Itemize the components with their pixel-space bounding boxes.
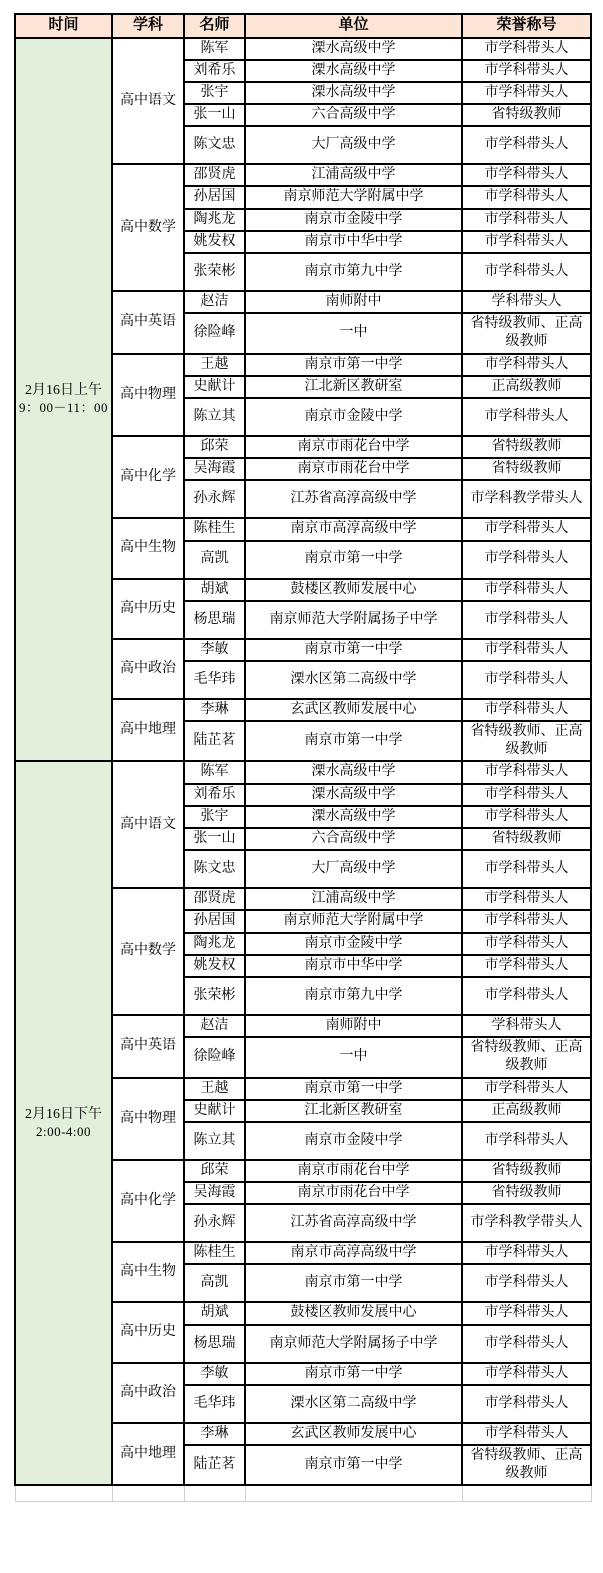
unit-cell: 南京市第一中学 bbox=[245, 639, 462, 661]
honor-cell: 市学科带头人 bbox=[462, 209, 591, 231]
teacher-name-cell: 陈军 bbox=[184, 38, 245, 60]
teacher-name-cell: 张宇 bbox=[184, 806, 245, 828]
teacher-name-cell: 赵洁 bbox=[184, 1015, 245, 1037]
teacher-name-cell: 张宇 bbox=[184, 82, 245, 104]
unit-cell: 南京市中华中学 bbox=[245, 955, 462, 977]
honor-cell: 省特级教师、正高级教师 bbox=[462, 313, 591, 353]
teacher-name-cell: 李琳 bbox=[184, 1423, 245, 1445]
honor-cell: 市学科带头人 bbox=[462, 955, 591, 977]
teacher-name-cell: 徐险峰 bbox=[184, 313, 245, 353]
unit-cell: 鼓楼区教师发展中心 bbox=[245, 1302, 462, 1324]
subject-cell: 高中英语 bbox=[112, 1015, 184, 1078]
unit-cell: 南京市金陵中学 bbox=[245, 1122, 462, 1160]
honor-cell: 正高级教师 bbox=[462, 1100, 591, 1122]
table-row bbox=[15, 761, 591, 783]
teacher-name-cell: 胡斌 bbox=[184, 1302, 245, 1324]
header-time: 时间 bbox=[15, 14, 112, 38]
honor-cell: 市学科带头人 bbox=[462, 784, 591, 806]
honor-cell: 学科带头人 bbox=[462, 1015, 591, 1037]
teacher-name-cell: 张荣彬 bbox=[184, 977, 245, 1015]
teacher-name-cell: 张一山 bbox=[184, 828, 245, 850]
unit-cell: 南京市雨花台中学 bbox=[245, 1160, 462, 1182]
honor-cell: 市学科带头人 bbox=[462, 761, 591, 783]
teacher-name-cell: 吴海霞 bbox=[184, 458, 245, 480]
honor-cell: 正高级教师 bbox=[462, 376, 591, 398]
honor-cell: 市学科带头人 bbox=[462, 1423, 591, 1445]
time-date-text: 2月16日上午 bbox=[25, 382, 102, 398]
unit-cell: 溧水区第二高级中学 bbox=[245, 661, 462, 699]
honor-cell: 市学科带头人 bbox=[462, 933, 591, 955]
subject-cell: 高中化学 bbox=[112, 436, 184, 518]
subject-cell: 高中英语 bbox=[112, 291, 184, 354]
subject-cell: 高中历史 bbox=[112, 579, 184, 639]
teacher-name-cell: 刘希乐 bbox=[184, 60, 245, 82]
teacher-name-cell: 陆芷茗 bbox=[184, 1445, 245, 1485]
unit-cell: 南京市第一中学 bbox=[245, 1445, 462, 1485]
header-row bbox=[15, 14, 591, 38]
teacher-name-cell: 邵贤虎 bbox=[184, 164, 245, 186]
teacher-name-cell: 孙居国 bbox=[184, 186, 245, 208]
unit-cell: 溧水高级中学 bbox=[245, 82, 462, 104]
teacher-name-cell: 姚发权 bbox=[184, 955, 245, 977]
teacher-name-cell: 张一山 bbox=[184, 104, 245, 126]
unit-cell: 南京市高淳高级中学 bbox=[245, 518, 462, 540]
honor-cell: 市学科带头人 bbox=[462, 1242, 591, 1264]
honor-cell: 市学科带头人 bbox=[462, 977, 591, 1015]
unit-cell: 南京市第九中学 bbox=[245, 977, 462, 1015]
unit-cell: 一中 bbox=[245, 1037, 462, 1077]
unit-cell: 溧水高级中学 bbox=[245, 60, 462, 82]
subject-cell: 高中政治 bbox=[112, 639, 184, 699]
subject-cell: 高中物理 bbox=[112, 354, 184, 436]
honor-cell: 省特级教师 bbox=[462, 104, 591, 126]
honor-cell: 市学科教学带头人 bbox=[462, 480, 591, 518]
honor-cell: 市学科带头人 bbox=[462, 38, 591, 60]
honor-cell: 省特级教师 bbox=[462, 1182, 591, 1204]
unit-cell: 玄武区教师发展中心 bbox=[245, 1423, 462, 1445]
teacher-name-cell: 陶兆龙 bbox=[184, 933, 245, 955]
unit-cell: 南京市第一中学 bbox=[245, 1264, 462, 1302]
unit-cell: 一中 bbox=[245, 313, 462, 353]
teacher-name-cell: 李敏 bbox=[184, 639, 245, 661]
empty-cell bbox=[245, 1485, 462, 1501]
honor-cell: 市学科带头人 bbox=[462, 699, 591, 721]
teacher-name-cell: 王越 bbox=[184, 1078, 245, 1100]
empty-cell bbox=[112, 1485, 184, 1501]
table-row bbox=[15, 38, 591, 60]
unit-cell: 南京市第一中学 bbox=[245, 1078, 462, 1100]
honor-cell: 市学科带头人 bbox=[462, 579, 591, 601]
unit-cell: 南京市金陵中学 bbox=[245, 933, 462, 955]
honor-cell: 市学科带头人 bbox=[462, 639, 591, 661]
subject-cell: 高中历史 bbox=[112, 1302, 184, 1362]
unit-cell: 溧水高级中学 bbox=[245, 784, 462, 806]
honor-cell: 市学科带头人 bbox=[462, 1325, 591, 1363]
unit-cell: 南京市雨花台中学 bbox=[245, 458, 462, 480]
subject-cell: 高中语文 bbox=[112, 38, 184, 165]
teacher-name-cell: 徐险峰 bbox=[184, 1037, 245, 1077]
honor-cell: 市学科带头人 bbox=[462, 661, 591, 699]
teacher-name-cell: 张荣彬 bbox=[184, 253, 245, 291]
subject-cell: 高中数学 bbox=[112, 888, 184, 1015]
unit-cell: 南京市第一中学 bbox=[245, 354, 462, 376]
honor-cell: 市学科带头人 bbox=[462, 60, 591, 82]
honor-cell: 市学科教学带头人 bbox=[462, 1204, 591, 1242]
teacher-name-cell: 姚发权 bbox=[184, 231, 245, 253]
header-teacher: 名师 bbox=[184, 14, 245, 38]
unit-cell: 南京市雨花台中学 bbox=[245, 436, 462, 458]
unit-cell: 南京市第一中学 bbox=[245, 541, 462, 579]
unit-cell: 江北新区教研室 bbox=[245, 376, 462, 398]
unit-cell: 鼓楼区教师发展中心 bbox=[245, 579, 462, 601]
unit-cell: 六合高级中学 bbox=[245, 828, 462, 850]
honor-cell: 市学科带头人 bbox=[462, 518, 591, 540]
unit-cell: 江苏省高淳高级中学 bbox=[245, 1204, 462, 1242]
honor-cell: 市学科带头人 bbox=[462, 1363, 591, 1385]
teacher-name-cell: 胡斌 bbox=[184, 579, 245, 601]
honor-cell: 省特级教师、正高级教师 bbox=[462, 721, 591, 761]
teacher-name-cell: 李敏 bbox=[184, 1363, 245, 1385]
subject-cell: 高中政治 bbox=[112, 1363, 184, 1423]
honor-cell: 省特级教师、正高级教师 bbox=[462, 1037, 591, 1077]
teacher-name-cell: 毛华玮 bbox=[184, 661, 245, 699]
subject-cell: 高中生物 bbox=[112, 1242, 184, 1302]
honor-cell: 省特级教师 bbox=[462, 436, 591, 458]
teacher-name-cell: 邵贤虎 bbox=[184, 888, 245, 910]
teacher-name-cell: 陈文忠 bbox=[184, 126, 245, 164]
unit-cell: 南京师范大学附属扬子中学 bbox=[245, 1325, 462, 1363]
unit-cell: 溧水区第二高级中学 bbox=[245, 1385, 462, 1423]
honor-cell: 市学科带头人 bbox=[462, 126, 591, 164]
teacher-name-cell: 陈桂生 bbox=[184, 1242, 245, 1264]
unit-cell: 江浦高级中学 bbox=[245, 888, 462, 910]
unit-cell: 南师附中 bbox=[245, 1015, 462, 1037]
subject-cell: 高中化学 bbox=[112, 1160, 184, 1242]
subject-cell: 高中地理 bbox=[112, 1423, 184, 1486]
subject-cell: 高中物理 bbox=[112, 1078, 184, 1160]
teacher-name-cell: 史献计 bbox=[184, 376, 245, 398]
unit-cell: 大厂高级中学 bbox=[245, 850, 462, 888]
teacher-name-cell: 高凯 bbox=[184, 541, 245, 579]
unit-cell: 南京市第九中学 bbox=[245, 253, 462, 291]
teacher-name-cell: 王越 bbox=[184, 354, 245, 376]
subject-cell: 高中语文 bbox=[112, 761, 184, 888]
honor-cell: 市学科带头人 bbox=[462, 888, 591, 910]
teacher-name-cell: 陈立其 bbox=[184, 1122, 245, 1160]
honor-cell: 省特级教师 bbox=[462, 1160, 591, 1182]
time-range-text: 2:00-4:00 bbox=[35, 1124, 92, 1140]
empty-cell bbox=[184, 1485, 245, 1501]
unit-cell: 南京师范大学附属扬子中学 bbox=[245, 601, 462, 639]
teacher-name-cell: 吴海霞 bbox=[184, 1182, 245, 1204]
teacher-name-cell: 刘希乐 bbox=[184, 784, 245, 806]
unit-cell: 南京师范大学附属中学 bbox=[245, 186, 462, 208]
unit-cell: 南师附中 bbox=[245, 291, 462, 313]
empty-row bbox=[15, 1485, 591, 1501]
unit-cell: 大厂高级中学 bbox=[245, 126, 462, 164]
honor-cell: 市学科带头人 bbox=[462, 1264, 591, 1302]
teacher-name-cell: 陈桂生 bbox=[184, 518, 245, 540]
teacher-name-cell: 邱荣 bbox=[184, 436, 245, 458]
teacher-name-cell: 陆芷茗 bbox=[184, 721, 245, 761]
honor-cell: 市学科带头人 bbox=[462, 541, 591, 579]
teacher-name-cell: 史献计 bbox=[184, 1100, 245, 1122]
unit-cell: 江浦高级中学 bbox=[245, 164, 462, 186]
teacher-name-cell: 孙永辉 bbox=[184, 1204, 245, 1242]
unit-cell: 南京市中华中学 bbox=[245, 231, 462, 253]
teacher-name-cell: 陈文忠 bbox=[184, 850, 245, 888]
honor-cell: 市学科带头人 bbox=[462, 1302, 591, 1324]
unit-cell: 南京市雨花台中学 bbox=[245, 1182, 462, 1204]
honor-cell: 市学科带头人 bbox=[462, 398, 591, 436]
teacher-name-cell: 李琳 bbox=[184, 699, 245, 721]
unit-cell: 六合高级中学 bbox=[245, 104, 462, 126]
time-date-text: 2月16日下午 bbox=[25, 1106, 102, 1122]
teacher-schedule-table bbox=[14, 13, 592, 1502]
honor-cell: 市学科带头人 bbox=[462, 910, 591, 932]
empty-cell bbox=[15, 1485, 112, 1501]
empty-cell bbox=[462, 1485, 591, 1501]
subject-cell: 高中生物 bbox=[112, 518, 184, 578]
honor-cell: 市学科带头人 bbox=[462, 850, 591, 888]
honor-cell: 市学科带头人 bbox=[462, 806, 591, 828]
unit-cell: 溧水高级中学 bbox=[245, 38, 462, 60]
honor-cell: 市学科带头人 bbox=[462, 601, 591, 639]
header-unit: 单位 bbox=[245, 14, 462, 38]
unit-cell: 江北新区教研室 bbox=[245, 1100, 462, 1122]
honor-cell: 市学科带头人 bbox=[462, 354, 591, 376]
honor-cell: 市学科带头人 bbox=[462, 1078, 591, 1100]
teacher-name-cell: 孙永辉 bbox=[184, 480, 245, 518]
unit-cell: 南京市高淳高级中学 bbox=[245, 1242, 462, 1264]
honor-cell: 市学科带头人 bbox=[462, 1385, 591, 1423]
honor-cell: 市学科带头人 bbox=[462, 1122, 591, 1160]
unit-cell: 溧水高级中学 bbox=[245, 761, 462, 783]
time-cell bbox=[15, 761, 112, 1485]
time-cell bbox=[15, 38, 112, 762]
unit-cell: 南京市第一中学 bbox=[245, 721, 462, 761]
unit-cell: 南京师范大学附属中学 bbox=[245, 910, 462, 932]
honor-cell: 市学科带头人 bbox=[462, 231, 591, 253]
honor-cell: 市学科带头人 bbox=[462, 186, 591, 208]
unit-cell: 南京市金陵中学 bbox=[245, 398, 462, 436]
honor-cell: 学科带头人 bbox=[462, 291, 591, 313]
honor-cell: 省特级教师 bbox=[462, 828, 591, 850]
teacher-name-cell: 陈立其 bbox=[184, 398, 245, 436]
teacher-name-cell: 陈军 bbox=[184, 761, 245, 783]
honor-cell: 市学科带头人 bbox=[462, 82, 591, 104]
teacher-name-cell: 陶兆龙 bbox=[184, 209, 245, 231]
subject-cell: 高中地理 bbox=[112, 699, 184, 762]
honor-cell: 省特级教师、正高级教师 bbox=[462, 1445, 591, 1485]
teacher-name-cell: 孙居国 bbox=[184, 910, 245, 932]
unit-cell: 江苏省高淳高级中学 bbox=[245, 480, 462, 518]
header-honor: 荣誉称号 bbox=[462, 14, 591, 38]
header-subject: 学科 bbox=[112, 14, 184, 38]
teacher-name-cell: 邱荣 bbox=[184, 1160, 245, 1182]
unit-cell: 玄武区教师发展中心 bbox=[245, 699, 462, 721]
teacher-name-cell: 杨思瑞 bbox=[184, 1325, 245, 1363]
subject-cell: 高中数学 bbox=[112, 164, 184, 291]
teacher-name-cell: 赵洁 bbox=[184, 291, 245, 313]
teacher-name-cell: 高凯 bbox=[184, 1264, 245, 1302]
unit-cell: 溧水高级中学 bbox=[245, 806, 462, 828]
time-range-text: 9：00－11：00 bbox=[18, 400, 109, 416]
honor-cell: 市学科带头人 bbox=[462, 164, 591, 186]
honor-cell: 省特级教师 bbox=[462, 458, 591, 480]
honor-cell: 市学科带头人 bbox=[462, 253, 591, 291]
unit-cell: 南京市金陵中学 bbox=[245, 209, 462, 231]
unit-cell: 南京市第一中学 bbox=[245, 1363, 462, 1385]
teacher-name-cell: 毛华玮 bbox=[184, 1385, 245, 1423]
teacher-name-cell: 杨思瑞 bbox=[184, 601, 245, 639]
